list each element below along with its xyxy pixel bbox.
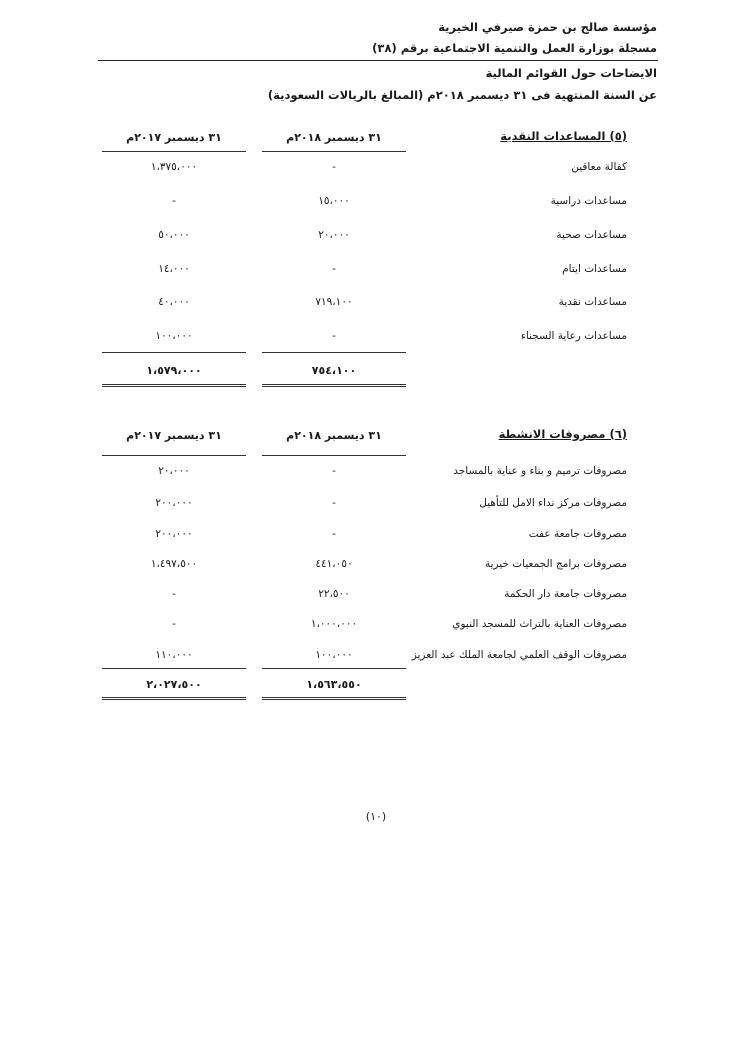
section5-row-2017: ٤٠،٠٠٠ [158, 296, 190, 308]
section6-row-label: مصروفات مركز نداء الامل للتأهيل [479, 497, 627, 509]
section6-row-2018: ١،٠٠٠،٠٠٠ [310, 618, 358, 630]
header-divider [98, 60, 658, 61]
section6-row-2017: ٢٠،٠٠٠ [158, 465, 190, 477]
page-number: (١٠) [365, 810, 387, 823]
section6-title: (٦) مصروفات الانشطة [498, 427, 627, 441]
notes-title: الايضاحات حول القوائم المالية [485, 66, 657, 80]
section6-subtotal-rule-2018 [262, 668, 406, 669]
section5-row-2017: ١٤،٠٠٠ [158, 263, 190, 275]
section5-total-double-rule-2017 [102, 384, 246, 387]
section5-total-2017: ١،٥٧٩،٠٠٠ [146, 364, 202, 377]
section5-row-label: مساعدات نقدية [558, 296, 627, 308]
section5-subtotal-rule-2018 [262, 352, 406, 353]
org-name: مؤسسة صالح بن حمزة صيرفي الخيرية [438, 20, 657, 34]
section6-row-2018: ٤٤١،٠٥٠ [315, 558, 353, 570]
section6-row-2018: - [332, 497, 336, 509]
section5-row-2018: - [332, 263, 336, 275]
section5-row-2017: ١،٣٧٥،٠٠٠ [150, 161, 198, 173]
section5-row-2017: - [172, 195, 176, 207]
section5-row-label: مساعدات دراسية [550, 195, 627, 207]
section6-row-2017: ٢٠٠،٠٠٠ [155, 497, 193, 509]
section5-row-label: مساعدات ايتام [562, 263, 627, 275]
section6-row-2017: - [172, 588, 176, 600]
section6-row-2017: ٢٠٠،٠٠٠ [155, 528, 193, 540]
section6-row-label: مصروفات الوقف العلمي لجامعة الملك عبد العزيز [411, 649, 627, 661]
section6-row-label: مصروفات جامعة دار الحكمة [504, 588, 627, 600]
section5-row-2018: - [332, 330, 336, 342]
section6-total-2018: ١،٥٦٣،٥٥٠ [306, 678, 362, 691]
section6-total-double-rule-2017 [102, 697, 246, 700]
section5-row-label: كفالة معاقين [571, 161, 627, 173]
section6-row-2017: ١١٠،٠٠٠ [155, 649, 193, 661]
section5-total-double-rule-2018 [262, 384, 406, 387]
section6-row-2018: ١٠٠،٠٠٠ [315, 649, 353, 661]
section5-row-2018: ٧١٩،١٠٠ [315, 296, 353, 308]
section6-col-2017: ٣١ ديسمبر ٢٠١٧م [126, 429, 222, 442]
section5-col-2018-rule [262, 151, 406, 152]
section6-row-2017: - [172, 618, 176, 630]
section6-col-2018: ٣١ ديسمبر ٢٠١٨م [286, 429, 382, 442]
section5-title: (٥) المساعدات النقدية [500, 129, 627, 143]
registration-text: مسجلة بوزارة العمل والتنمية الاجتماعية برقم (٣٨) [372, 41, 657, 55]
section6-total-2017: ٢،٠٢٧،٥٠٠ [146, 678, 202, 691]
section6-total-double-rule-2018 [262, 697, 406, 700]
section6-row-label: مصروفات جامعة عفت [528, 528, 627, 540]
section5-col-2017: ٣١ ديسمبر ٢٠١٧م [126, 131, 222, 144]
section5-row-2017: ١٠٠،٠٠٠ [155, 330, 193, 342]
section6-row-2018: ٢٢،٥٠٠ [318, 588, 350, 600]
section5-row-2018: ١٥،٠٠٠ [318, 195, 350, 207]
section5-col-2018: ٣١ ديسمبر ٢٠١٨م [286, 131, 382, 144]
section6-row-2017: ١،٤٩٧،٥٠٠ [150, 558, 198, 570]
period-text: عن السنة المنتهية فى ٣١ ديسمبر ٢٠١٨م (المبالغ بالريالات السعودية) [267, 88, 657, 102]
section5-row-2017: ٥٠،٠٠٠ [158, 229, 190, 241]
section5-subtotal-rule-2017 [102, 352, 246, 353]
section5-row-2018: ٢٠،٠٠٠ [318, 229, 350, 241]
section5-col-2017-rule [102, 151, 246, 152]
section6-subtotal-rule-2017 [102, 668, 246, 669]
section6-row-2018: - [332, 465, 336, 477]
section6-col-2018-rule [262, 455, 406, 456]
section6-row-label: مصروفات برامج الجمعيات خيرية [484, 558, 627, 570]
section6-row-label: مصروفات العناية بالتراث للمسجد النبوي [452, 618, 627, 630]
section5-row-label: مساعدات صحية [556, 229, 627, 241]
section5-row-2018: - [332, 161, 336, 173]
section5-row-label: مساعدات رعاية السجناء [520, 330, 627, 342]
section5-total-2018: ٧٥٤،١٠٠ [311, 364, 357, 377]
section6-col-2017-rule [102, 455, 246, 456]
section6-row-label: مصروفات ترميم و بناء و عناية بالمساجد [453, 465, 627, 477]
section6-row-2018: - [332, 528, 336, 540]
